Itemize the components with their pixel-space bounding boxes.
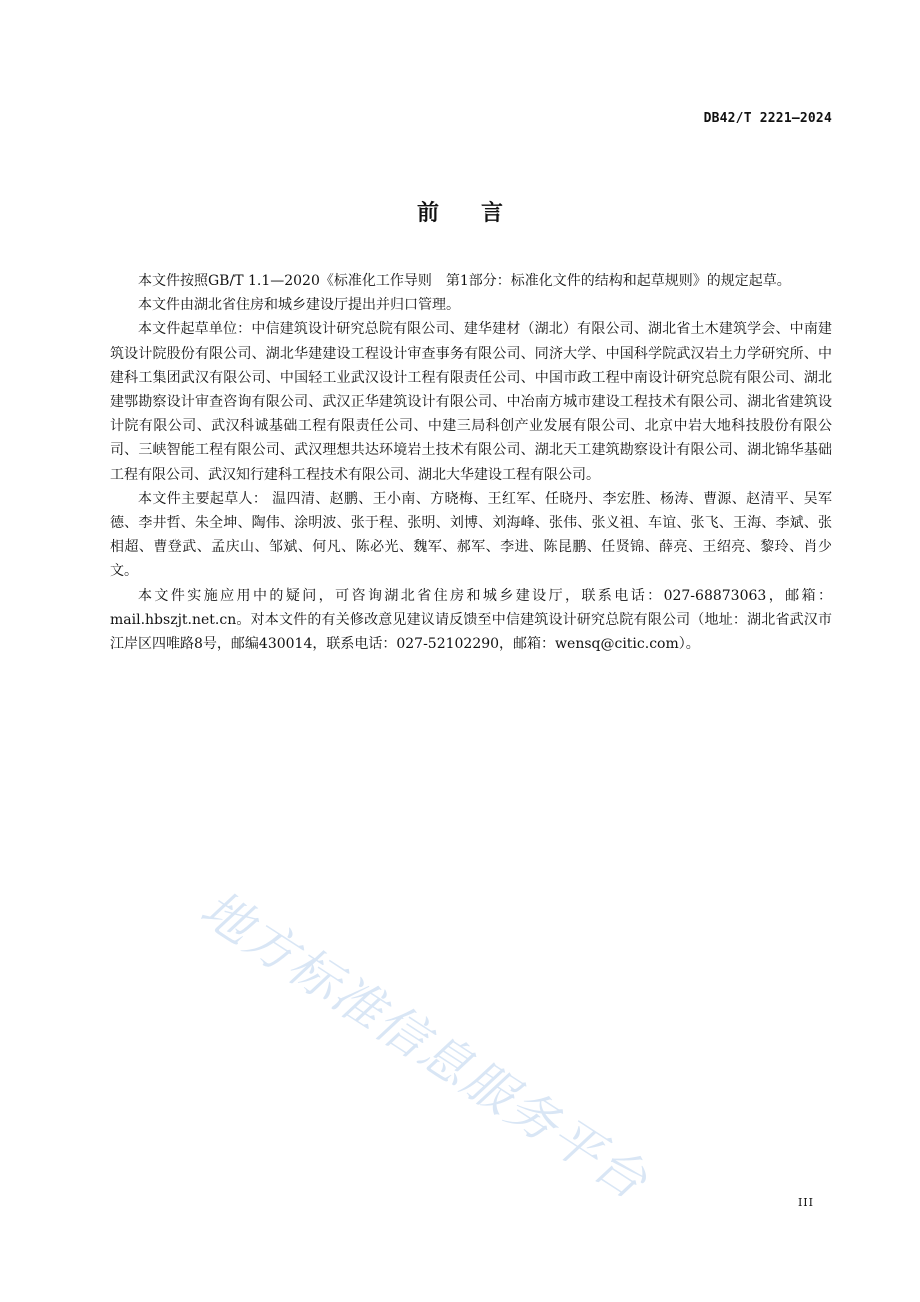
paragraph-drafting-rules: 本文件按照GB/T 1.1—2020《标准化工作导则 第1部分：标准化文件的结构和起草规则》的规定起草。 bbox=[138, 273, 791, 289]
paragraph-contact: 本文件实施应用中的疑问，可咨询湖北省住房和城乡建设厅，联系电话：027-68873063，邮箱：mail.hbszjt.net.cn。对本文件的有关修改意见建议请反馈至中信建筑设计研究总院有限公司（地址：湖北省武汉市江岸区四唯路8号，邮编430014，联系电话：027-52102290，邮箱：wensq@citic.com）。 bbox=[110, 587, 832, 653]
page-number: III bbox=[797, 1196, 814, 1209]
foreword-body bbox=[110, 269, 832, 656]
page-title: 前言 bbox=[416, 201, 545, 226]
watermark-text: 地方标准信息服务平台 bbox=[190, 879, 659, 1212]
paragraph-drafters: 本文件主要起草人： 温四清、赵鹏、王小南、方晓梅、王红军、任晓丹、李宏胜、杨涛、曹源、赵清平、吴军德、李井哲、朱全坤、陶伟、涂明波、张于程、张明、刘博、刘海峰、张伟、张义祖、车谊、张飞、王海、李斌、张相超、曹登武、孟庆山、邹斌、何凡、陈必光、魏军、郝军、李进、陈昆鹏、任贤锦、薛亮、王绍亮、黎玲、肖少文。 bbox=[110, 490, 832, 580]
paragraph-administration: 本文件由湖北省住房和城乡建设厅提出并归口管理。 bbox=[138, 297, 460, 314]
paragraph-drafting-units: 本文件起草单位：中信建筑设计研究总院有限公司、建华建材（湖北）有限公司、湖北省土木建筑学会、中南建筑设计院股份有限公司、湖北华建建设工程设计审查事务有限公司、同济大学、中国科学院武汉岩土力学研究所、中建科工集团武汉有限公司、中国轻工业武汉设计工程有限责任公司、中国市政工程中南设计研究总院有限公司、湖北建鄂勘察设计审查咨询有限公司、武汉正华建筑设计有限公司、中冶南方城市建设工程技术有限公司、湖北省建筑设计院有限公司、武汉科诚基础工程有限责任公司、中建三局科创产业发展有限公司、北京中岩大地科技股份有限公司、三峡智能工程有限公司、武汉理想共达环境岩土技术有限公司、湖北天工建筑勘察设计有限公司、湖北锦华基础工程有限公司、武汉知行建科工程技术有限公司、湖北大华建设工程有限公司。 bbox=[110, 321, 832, 483]
document-number: DB42/T 2221—2024 bbox=[703, 111, 832, 126]
